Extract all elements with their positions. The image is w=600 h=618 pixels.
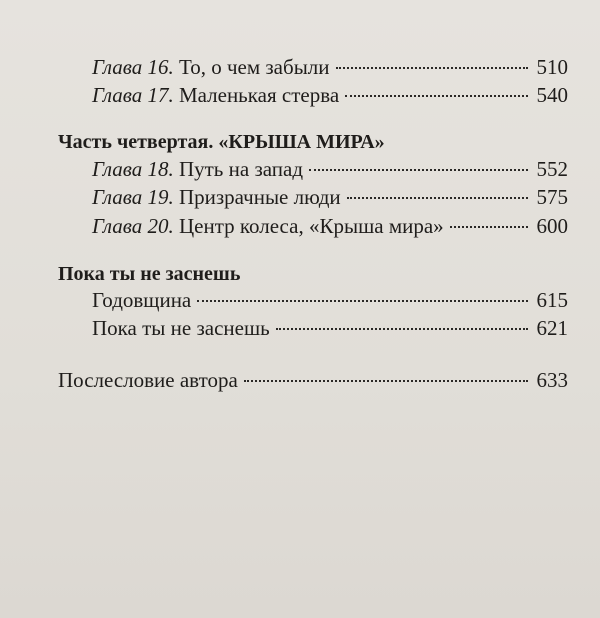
toc-entry xyxy=(92,212,568,240)
page-number: 540 xyxy=(536,83,568,107)
dot-leader xyxy=(197,299,528,302)
page-number: 575 xyxy=(536,185,568,209)
toc-entry xyxy=(92,53,568,81)
dot-leader xyxy=(244,379,528,382)
toc-entry xyxy=(92,314,568,342)
page-number: 633 xyxy=(536,368,568,392)
toc-entry xyxy=(58,366,568,394)
dot-leader xyxy=(347,196,528,199)
part-heading: Часть четвертая. «КРЫША МИРА» xyxy=(58,131,385,153)
chapter-title: Маленькая стерва xyxy=(178,83,340,107)
toc-entry xyxy=(92,155,568,183)
toc-entry xyxy=(92,183,568,211)
dot-leader xyxy=(309,168,528,171)
chapter-number: Глава 20. xyxy=(92,214,174,238)
section-title: Пока ты не заснешь xyxy=(92,316,270,340)
chapter-title: Путь на запад xyxy=(178,157,304,181)
toc-entry xyxy=(92,81,568,109)
part-heading: Пока ты не заснешь xyxy=(58,263,241,285)
page-number: 552 xyxy=(536,157,568,181)
section-title: Годовщина xyxy=(92,288,192,312)
page-number: 510 xyxy=(536,55,568,79)
dot-leader xyxy=(276,327,528,330)
chapter-number: Глава 19. xyxy=(92,185,174,209)
chapter-number: Глава 16. xyxy=(92,55,174,79)
page-number: 621 xyxy=(536,316,568,340)
page-number: 600 xyxy=(536,214,568,238)
page-number: 615 xyxy=(536,288,568,312)
dot-leader xyxy=(450,225,528,228)
chapter-number: Глава 17. xyxy=(92,83,174,107)
dot-leader xyxy=(336,66,528,69)
dot-leader xyxy=(345,94,528,97)
chapter-title: Призрачные люди xyxy=(178,185,341,209)
chapter-title: То, о чем забыли xyxy=(178,55,330,79)
toc-entry xyxy=(92,286,568,314)
chapter-title: Центр колеса, «Крыша мира» xyxy=(178,214,444,238)
section-title: Послесловие автора xyxy=(58,368,238,392)
chapter-number: Глава 18. xyxy=(92,157,174,181)
